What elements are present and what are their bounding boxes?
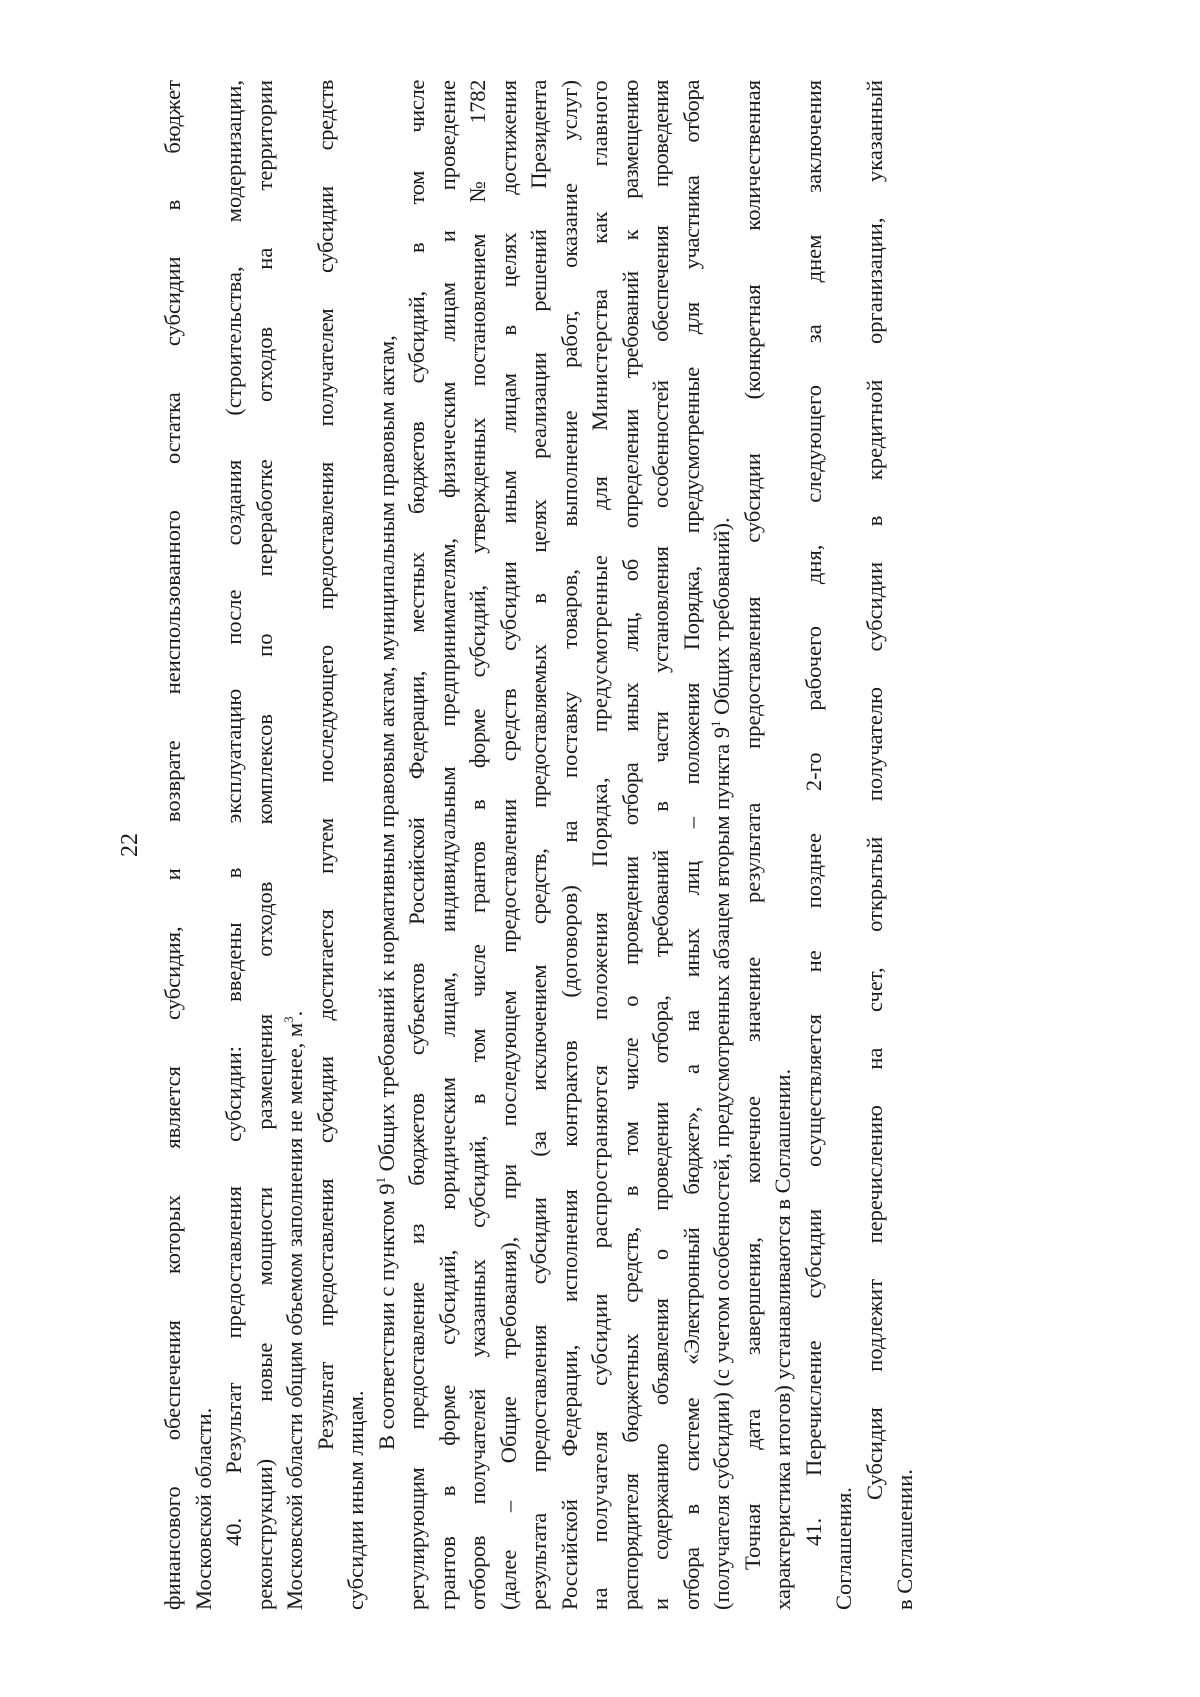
text-line: (далее – Общие требования), при последующем предоставлении средств субсидии иным лицам в целях достижения: [495, 80, 521, 1610]
text-line: Точная дата завершения, конечное значение результата предоставления субсидии (конкретная количественная: [739, 80, 765, 1570]
text-line: субсидии иным лицам.: [343, 1390, 368, 1610]
text-line: Соглашения.: [831, 1487, 856, 1610]
text-line: Результат предоставления субсидии достигается путем последующего предоставления получателем субсидии средств: [312, 80, 338, 1450]
page-number: 22: [117, 833, 143, 857]
text-line: Московской области.: [190, 1407, 216, 1610]
text-line: В соответствии с пунктом $9^1$ Общих требований к нормативным правовым актам, муниципальным правовым актам,: [372, 335, 399, 1450]
text-line: распорядителя бюджетных средств, в том числе о проведении отбора иных лиц, об определении требований к размещению: [617, 80, 643, 1610]
text-line: отбора в системе «Электронный бюджет», а на иных лиц – положения Порядка, предусмотренные для участника отбора: [678, 80, 704, 1610]
text-line: Российской Федерации, исполнения контрактов (договоров) на поставку товаров, выполнение работ, оказание услуг): [556, 80, 582, 1610]
text-line: финансового обеспечения которых является субсидия, и возврате неиспользованного остатка субсидии в бюджет: [160, 80, 185, 1610]
text-line: 41. Перечисление субсидии осуществляется не позднее 2-го рабочего дня, следующего за днем заключения: [800, 80, 826, 1546]
text-line: результата предоставления субсидии (за исключением средств, предоставляемых в целях реализации решений Президента: [526, 80, 551, 1610]
text-line: Субсидия подлежит перечислению на счет, открытый получателю субсидии в кредитной организации, указанный: [861, 80, 887, 1500]
text-line: и содержанию объявления о проведении отбора, требований в части установления особенностей обеспечения проведения: [648, 80, 673, 1610]
text-line: характеристика итогов) устанавливаются в Соглашении.: [770, 1068, 795, 1610]
superscript-three: 3: [281, 1016, 296, 1023]
rotated-page-content: [110, 80, 990, 1610]
text-line: реконструкции) новые мощности размещения отходов комплексов по переработке отходов на территории: [251, 80, 277, 1610]
text-line: на получателя субсидии распространяются положения Порядка, предусмотренные для Министерства как главного: [587, 80, 612, 1610]
superscript-one: 1: [708, 720, 723, 727]
text-line: регулирующим предоставление из бюджетов субъектов Российской Федерации, местных бюджетов субсидий, в том числе: [404, 80, 429, 1610]
text-line: отборов получателей указанных субсидий, в том числе грантов в форме субсидий, утвержденных постановлением № 1782: [465, 80, 490, 1610]
text-line: Московской области общим объемом заполнения не менее, $м^3$.: [281, 1010, 307, 1610]
text-line: (получателя субсидии) (с учетом особенностей, предусмотренных абзацем вторым пункта $9^1$ Общих требований).: [708, 517, 734, 1610]
text-line: грантов в форме субсидий, юридическим лицам, индивидуальным предпринимателям, физическим лицам и проведение: [434, 80, 460, 1610]
text-line: в Соглашении.: [892, 1469, 917, 1610]
text-line: 40. Результат предоставления субсидии: введены в эксплуатацию после создания (строительства, модернизации,: [221, 80, 246, 1546]
superscript-one: 1: [372, 1177, 388, 1184]
